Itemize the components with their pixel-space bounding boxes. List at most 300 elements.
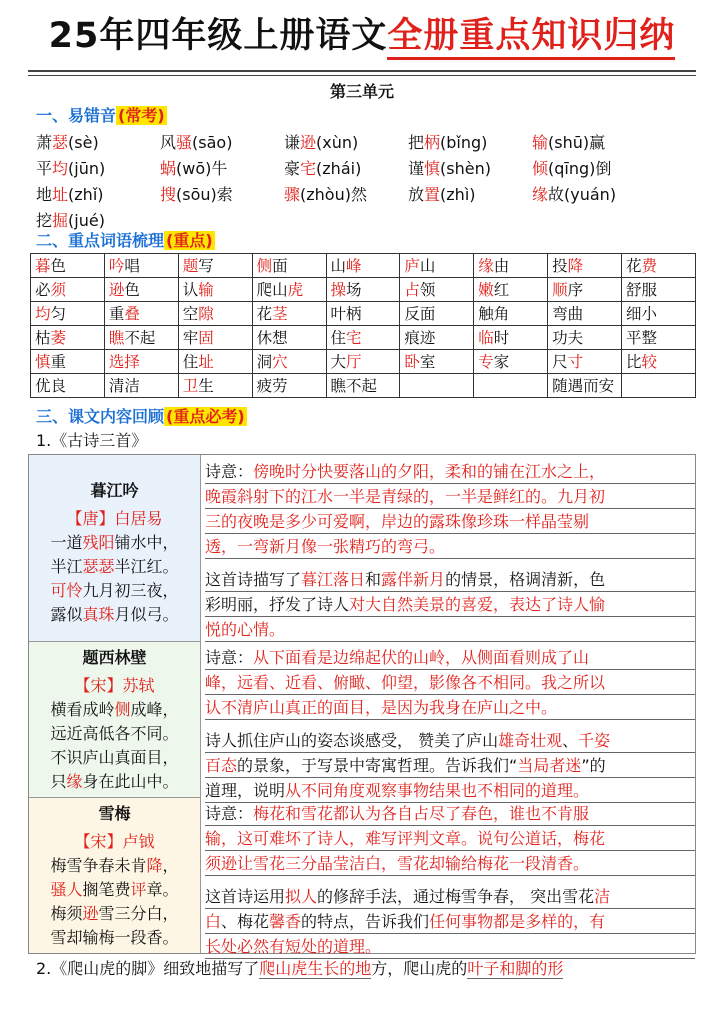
poem-line bbox=[29, 902, 200, 926]
poem-text: 残阳 bbox=[82, 533, 115, 552]
word-row bbox=[31, 278, 696, 302]
pinyin-reading: (shèn) bbox=[440, 159, 491, 178]
pinyin-prefix: 平 bbox=[36, 159, 53, 178]
word-cell bbox=[31, 326, 105, 350]
word-key-char: 逊 bbox=[108, 280, 125, 299]
pinyin-key-char: 掘 bbox=[52, 211, 69, 230]
poem-text: 侧 bbox=[114, 700, 131, 719]
note-text: 晚霞斜射下的江水一半是青绿的，一半是鲜红的。九月初 bbox=[205, 487, 606, 506]
poem-line bbox=[29, 722, 200, 746]
poem-text: 骚人 bbox=[50, 880, 83, 899]
pinyin-row bbox=[36, 156, 706, 182]
word-key-char: 嫩 bbox=[478, 280, 494, 299]
word-part: 优良 bbox=[35, 376, 67, 395]
pinyin-reading: 故(yuán) bbox=[548, 185, 617, 204]
pinyin-reading: (zhòu)然 bbox=[300, 185, 367, 204]
poem-line bbox=[29, 770, 200, 794]
note-line bbox=[205, 909, 695, 934]
word-key-char: 峰 bbox=[346, 256, 362, 275]
note-text: 认不清庐山真正的面目，是因为我身在庐山之中。 bbox=[205, 698, 558, 717]
word-cell bbox=[252, 374, 326, 398]
poem-title: 题西林壁 bbox=[82, 648, 147, 667]
word-cell bbox=[31, 278, 105, 302]
pinyin-item bbox=[160, 182, 284, 208]
word-key-char: 宅 bbox=[346, 328, 362, 347]
note-paragraph bbox=[205, 567, 695, 642]
poem-panel bbox=[29, 641, 201, 797]
note-text: 任何事物都是多样的，有 bbox=[429, 912, 606, 931]
poem-author: 白居易 bbox=[114, 509, 163, 528]
pinyin-reading: (jué) bbox=[68, 211, 105, 230]
word-key-char: 选择 bbox=[108, 352, 140, 371]
poem-text: 远近高低各不同。 bbox=[50, 724, 179, 743]
pinyin-row bbox=[36, 182, 706, 208]
word-part: 牢 bbox=[182, 328, 199, 347]
poem-panel bbox=[29, 797, 201, 953]
pinyin-key-char: 骤 bbox=[284, 185, 301, 204]
poem-notes bbox=[205, 801, 695, 967]
word-cell bbox=[622, 278, 696, 302]
poem-title: 雪梅 bbox=[98, 804, 131, 823]
note-text: 的修辞手法，通过梅雪争春， 突出雪花 bbox=[317, 887, 595, 906]
word-part: 匀 bbox=[50, 304, 67, 323]
pinyin-reading: (sāo) bbox=[192, 133, 233, 152]
word-part: 花 bbox=[256, 304, 273, 323]
word-cell bbox=[178, 326, 252, 350]
word-key-char: 叠 bbox=[124, 304, 140, 323]
note-paragraph bbox=[205, 459, 695, 559]
word-cell bbox=[326, 302, 400, 326]
note-text: 梅花和雪花都认为各自占尽了春色，谁也不肯服 bbox=[253, 804, 590, 823]
unit-title: 第三单元 bbox=[329, 82, 394, 101]
word-part: 空 bbox=[182, 304, 199, 323]
word-row bbox=[31, 374, 696, 398]
word-part: 不起 bbox=[124, 328, 156, 347]
word-cell bbox=[252, 326, 326, 350]
note-text: 当局者迷 bbox=[517, 756, 582, 775]
word-cell bbox=[178, 302, 252, 326]
note-line bbox=[205, 567, 695, 592]
poem-dynasty: 【唐】 bbox=[66, 509, 115, 528]
word-cell bbox=[548, 350, 622, 374]
word-cell bbox=[31, 350, 105, 374]
word-cell bbox=[622, 374, 696, 398]
note-line bbox=[205, 851, 695, 876]
note-text: 诗意： bbox=[205, 648, 254, 667]
word-cell bbox=[178, 278, 252, 302]
poem-panel bbox=[29, 455, 201, 641]
word-part: 比 bbox=[626, 352, 642, 371]
note-line bbox=[205, 617, 695, 642]
lesson-2-summary bbox=[36, 958, 563, 980]
word-cell bbox=[474, 374, 548, 398]
pinyin-list bbox=[36, 130, 706, 234]
note-text: 诗意： bbox=[205, 462, 254, 481]
note-text: 彩明丽，抒发了诗人 bbox=[205, 595, 350, 614]
word-row bbox=[31, 254, 696, 278]
word-part: 细小 bbox=[626, 304, 658, 323]
word-part: 重 bbox=[50, 352, 67, 371]
poem-text: 缘 bbox=[66, 772, 83, 791]
word-cell bbox=[400, 350, 474, 374]
word-cell bbox=[400, 254, 474, 278]
word-cell bbox=[178, 254, 252, 278]
word-part: 面 bbox=[272, 256, 288, 275]
section-title-review bbox=[36, 406, 247, 428]
summary-text: 方，爬山虎的 bbox=[371, 959, 468, 978]
section-title-text: 三、课文内容回顾 bbox=[36, 407, 165, 426]
summary-text: 爬山虎生长的地 bbox=[259, 959, 372, 978]
poem-text: 搁笔费 bbox=[82, 880, 131, 899]
word-part: 认 bbox=[182, 280, 199, 299]
word-cell bbox=[104, 350, 178, 374]
pinyin-key-char: 倾 bbox=[532, 159, 549, 178]
word-table bbox=[30, 253, 696, 398]
word-part: 写 bbox=[198, 256, 214, 275]
pinyin-reading: (sōu)索 bbox=[176, 185, 233, 204]
note-line bbox=[205, 695, 695, 720]
word-key-char: 顺 bbox=[552, 280, 568, 299]
word-part: 功夫 bbox=[552, 328, 584, 347]
note-line bbox=[205, 801, 695, 826]
word-part: 枯 bbox=[35, 328, 51, 347]
pinyin-item bbox=[408, 156, 532, 182]
pinyin-prefix: 把 bbox=[408, 133, 425, 152]
poem-text: 露似 bbox=[50, 605, 83, 624]
word-part: 时 bbox=[493, 328, 510, 347]
note-text: 馨香 bbox=[269, 912, 302, 931]
note-line bbox=[205, 670, 695, 695]
word-part: 痕迹 bbox=[404, 328, 436, 347]
word-part: 生 bbox=[198, 376, 214, 395]
word-part: 大 bbox=[330, 352, 347, 371]
word-part: 红 bbox=[493, 280, 510, 299]
pinyin-item bbox=[36, 130, 160, 156]
pinyin-key-char: 均 bbox=[52, 159, 69, 178]
pinyin-item bbox=[532, 182, 656, 208]
word-cell bbox=[326, 254, 400, 278]
poem-table bbox=[28, 454, 696, 954]
pinyin-key-char: 骚 bbox=[176, 133, 193, 152]
poem-text: 梅雪争春未肯 bbox=[50, 856, 147, 875]
word-part: 山 bbox=[419, 256, 436, 275]
pinyin-key-char: 置 bbox=[424, 185, 441, 204]
word-cell bbox=[178, 350, 252, 374]
pinyin-item bbox=[532, 130, 656, 156]
word-cell bbox=[400, 278, 474, 302]
poem-text: 梅须 bbox=[50, 904, 83, 923]
word-cell bbox=[548, 326, 622, 350]
poem-text: 章。 bbox=[146, 880, 179, 899]
poem-line bbox=[29, 579, 200, 603]
word-cell bbox=[252, 254, 326, 278]
word-cell bbox=[252, 350, 326, 374]
word-key-char: 降 bbox=[567, 256, 584, 275]
word-cell bbox=[178, 374, 252, 398]
poem-line bbox=[29, 746, 200, 770]
word-part: 色 bbox=[124, 280, 140, 299]
note-line bbox=[205, 509, 695, 534]
note-line bbox=[205, 753, 695, 778]
note-text: 这首诗运用 bbox=[205, 887, 286, 906]
note-line bbox=[205, 826, 695, 851]
pinyin-reading: (sè) bbox=[68, 133, 99, 152]
word-cell bbox=[31, 374, 105, 398]
word-part: 尺 bbox=[552, 352, 568, 371]
word-part: 山 bbox=[330, 256, 347, 275]
pinyin-key-char: 柄 bbox=[424, 133, 441, 152]
note-text: 从不同角度观察事物结果也不相同的道理。 bbox=[285, 781, 590, 800]
pinyin-key-char: 瑟 bbox=[52, 133, 69, 152]
poem-text: 真珠 bbox=[82, 605, 115, 624]
word-key-char: 址 bbox=[198, 352, 214, 371]
note-paragraph bbox=[205, 728, 695, 803]
poem-text: 半江 bbox=[50, 557, 83, 576]
word-part: 领 bbox=[419, 280, 436, 299]
word-part: 平整 bbox=[626, 328, 658, 347]
pinyin-item bbox=[160, 130, 284, 156]
poem-text: 九月初三夜， bbox=[82, 581, 179, 600]
word-cell bbox=[548, 302, 622, 326]
word-cell bbox=[548, 278, 622, 302]
note-paragraph bbox=[205, 884, 695, 959]
word-part: 随遇而安 bbox=[552, 376, 615, 395]
note-text: 和 bbox=[365, 570, 382, 589]
word-cell bbox=[326, 374, 400, 398]
word-key-char: 隙 bbox=[198, 304, 214, 323]
note-text: 的景象，于写景中寄寓哲理。告诉我们“ bbox=[237, 756, 518, 775]
word-key-char: 临 bbox=[478, 328, 494, 347]
word-part: 色 bbox=[50, 256, 67, 275]
pinyin-prefix: 放 bbox=[408, 185, 425, 204]
note-paragraph bbox=[205, 645, 695, 720]
poem-author-line bbox=[29, 507, 200, 531]
word-key-char: 均 bbox=[35, 304, 51, 323]
section-title-pinyin bbox=[36, 105, 167, 127]
pinyin-item bbox=[160, 156, 284, 182]
summary-text: 2.《爬山虎的脚》细致地描写了 bbox=[36, 959, 260, 978]
note-text: 拟人 bbox=[285, 887, 318, 906]
pinyin-key-char: 输 bbox=[532, 133, 549, 152]
poem-author-line bbox=[29, 830, 200, 854]
pinyin-item bbox=[284, 182, 408, 208]
pinyin-prefix: 萧 bbox=[36, 133, 53, 152]
pinyin-reading: (zhǐ) bbox=[68, 185, 104, 204]
pinyin-key-char: 搜 bbox=[160, 185, 177, 204]
pinyin-prefix: 风 bbox=[160, 133, 177, 152]
header-title: 25年四年级上册语文 bbox=[48, 16, 388, 56]
pinyin-key-char: 宅 bbox=[300, 159, 317, 178]
word-part: 序 bbox=[567, 280, 584, 299]
word-cell bbox=[622, 326, 696, 350]
word-cell bbox=[474, 254, 548, 278]
word-key-char: 卧 bbox=[404, 352, 420, 371]
word-key-char: 庐 bbox=[404, 256, 420, 275]
word-cell bbox=[326, 350, 400, 374]
word-row bbox=[31, 302, 696, 326]
section-tag: (重点必考) bbox=[166, 407, 245, 426]
word-cell bbox=[622, 350, 696, 374]
word-key-char: 操 bbox=[330, 280, 347, 299]
pinyin-item bbox=[408, 182, 532, 208]
word-part: 必 bbox=[35, 280, 51, 299]
pinyin-key-char: 蜗 bbox=[160, 159, 177, 178]
word-cell bbox=[31, 254, 105, 278]
word-part: 舒服 bbox=[626, 280, 658, 299]
word-part: 场 bbox=[346, 280, 362, 299]
word-cell bbox=[474, 350, 548, 374]
poem-line bbox=[29, 698, 200, 722]
poem-line bbox=[29, 603, 200, 627]
note-text: 千姿 bbox=[578, 731, 611, 750]
pinyin-item bbox=[284, 130, 408, 156]
word-key-char: 茎 bbox=[272, 304, 288, 323]
word-cell bbox=[104, 278, 178, 302]
poem-text: 横看成岭 bbox=[50, 700, 115, 719]
note-text: 洁 bbox=[594, 887, 611, 906]
word-cell bbox=[252, 278, 326, 302]
section-title-text: 一、易错音 bbox=[36, 106, 117, 125]
word-key-char: 厅 bbox=[346, 352, 362, 371]
word-part: 重 bbox=[108, 304, 125, 323]
poem-dynasty: 【宋】 bbox=[74, 676, 123, 695]
note-text: 雄奇壮观 bbox=[498, 731, 563, 750]
note-paragraph bbox=[205, 801, 695, 876]
note-line bbox=[205, 645, 695, 670]
poem-author-line bbox=[29, 674, 200, 698]
word-part: 弯曲 bbox=[552, 304, 584, 323]
word-row bbox=[31, 350, 696, 374]
word-key-char: 虎 bbox=[287, 280, 304, 299]
word-part: 唱 bbox=[124, 256, 140, 275]
word-key-char: 瞧 bbox=[108, 328, 125, 347]
note-text: 长处必然有短处的道理。 bbox=[205, 937, 382, 956]
note-text: 露伴新月 bbox=[381, 570, 446, 589]
poem-line bbox=[29, 878, 200, 902]
note-line bbox=[205, 484, 695, 509]
note-text: 百态 bbox=[205, 756, 238, 775]
poem-text: 评 bbox=[130, 880, 147, 899]
word-part: 花 bbox=[626, 256, 642, 275]
word-key-char: 穴 bbox=[272, 352, 288, 371]
word-part: 室 bbox=[419, 352, 436, 371]
poem-text: 不识庐山真面目， bbox=[50, 748, 179, 767]
word-key-char: 输 bbox=[198, 280, 214, 299]
word-cell bbox=[326, 278, 400, 302]
poem-line bbox=[29, 926, 200, 950]
poem-line bbox=[29, 555, 200, 579]
word-cell bbox=[104, 254, 178, 278]
header-divider bbox=[28, 70, 696, 76]
poem-notes bbox=[205, 645, 695, 811]
poem-line bbox=[29, 854, 200, 878]
pinyin-key-char: 址 bbox=[52, 185, 69, 204]
poem-text: 只 bbox=[50, 772, 67, 791]
word-key-char: 寸 bbox=[567, 352, 584, 371]
word-key-char: 暮 bbox=[35, 256, 51, 275]
note-line bbox=[205, 778, 695, 803]
word-part: 触角 bbox=[478, 304, 510, 323]
note-text: 对大自然美景的喜爱，表达了诗人愉 bbox=[349, 595, 606, 614]
poem-text: 逊 bbox=[82, 904, 99, 923]
section-tag: (重点) bbox=[166, 231, 213, 250]
word-part: 住 bbox=[182, 352, 199, 371]
word-key-char: 较 bbox=[641, 352, 658, 371]
word-cell bbox=[104, 374, 178, 398]
note-text: 峰，远看、近看、俯瞰、仰望，影像各不相同。我之所以 bbox=[205, 673, 606, 692]
poem-text: ， bbox=[162, 856, 179, 875]
note-line bbox=[205, 592, 695, 617]
pinyin-reading: (zhái) bbox=[316, 159, 362, 178]
note-line bbox=[205, 934, 695, 959]
poem-dynasty: 【宋】 bbox=[74, 832, 123, 851]
poem-text: 瑟瑟 bbox=[82, 557, 115, 576]
poem-notes bbox=[205, 459, 695, 650]
note-text: 诗人抓住庐山的姿态谈感受， 赞美了庐山 bbox=[205, 731, 499, 750]
word-cell bbox=[400, 302, 474, 326]
word-part: 投 bbox=[552, 256, 568, 275]
pinyin-reading: (wō)牛 bbox=[176, 159, 228, 178]
poem-title: 暮江吟 bbox=[90, 481, 139, 500]
word-cell bbox=[104, 326, 178, 350]
pinyin-reading: (jūn) bbox=[68, 159, 106, 178]
lesson-title: 1.《古诗三首》 bbox=[36, 431, 148, 450]
word-cell bbox=[622, 254, 696, 278]
note-text: 从下面看是边绵起伏的山岭，从侧面看则成了山 bbox=[253, 648, 590, 667]
word-part: 瞧不起 bbox=[330, 376, 378, 395]
word-cell bbox=[400, 374, 474, 398]
note-line bbox=[205, 459, 695, 484]
word-cell bbox=[474, 326, 548, 350]
pinyin-prefix: 谨 bbox=[408, 159, 425, 178]
word-cell bbox=[474, 302, 548, 326]
word-cell bbox=[252, 302, 326, 326]
note-line bbox=[205, 728, 695, 753]
word-cell bbox=[548, 374, 622, 398]
poem-text: 降 bbox=[146, 856, 163, 875]
note-text: 傍晚时分快要落山的夕阳，柔和的铺在江水之上， bbox=[253, 462, 606, 481]
word-key-char: 慎 bbox=[35, 352, 51, 371]
word-key-char: 缘 bbox=[478, 256, 494, 275]
poem-text: 雪三分白， bbox=[98, 904, 179, 923]
pinyin-item bbox=[284, 156, 408, 182]
word-cell bbox=[474, 278, 548, 302]
note-line bbox=[205, 534, 695, 559]
pinyin-prefix: 谦 bbox=[284, 133, 301, 152]
word-part: 休想 bbox=[256, 328, 288, 347]
word-part: 清洁 bbox=[108, 376, 140, 395]
note-text: 这首诗描写了 bbox=[205, 570, 302, 589]
word-cell bbox=[31, 302, 105, 326]
word-cell bbox=[400, 326, 474, 350]
poem-text: 成峰， bbox=[130, 700, 179, 719]
word-part: 家 bbox=[493, 352, 510, 371]
pinyin-reading: (bǐng) bbox=[440, 133, 488, 152]
pinyin-prefix: 豪 bbox=[284, 159, 301, 178]
word-part: 洞 bbox=[256, 352, 273, 371]
note-text: 、 bbox=[562, 731, 579, 750]
word-cell bbox=[326, 326, 400, 350]
poem-text: 半江红。 bbox=[114, 557, 179, 576]
word-part: 反面 bbox=[404, 304, 436, 323]
poem-text: 一道 bbox=[50, 533, 83, 552]
section-title-text: 二、重点词语梳理 bbox=[36, 231, 165, 250]
page-header bbox=[0, 14, 724, 58]
section-tag: (常考) bbox=[118, 106, 165, 125]
pinyin-key-char: 逊 bbox=[300, 133, 317, 152]
word-key-char: 费 bbox=[641, 256, 658, 275]
pinyin-item bbox=[408, 130, 532, 156]
